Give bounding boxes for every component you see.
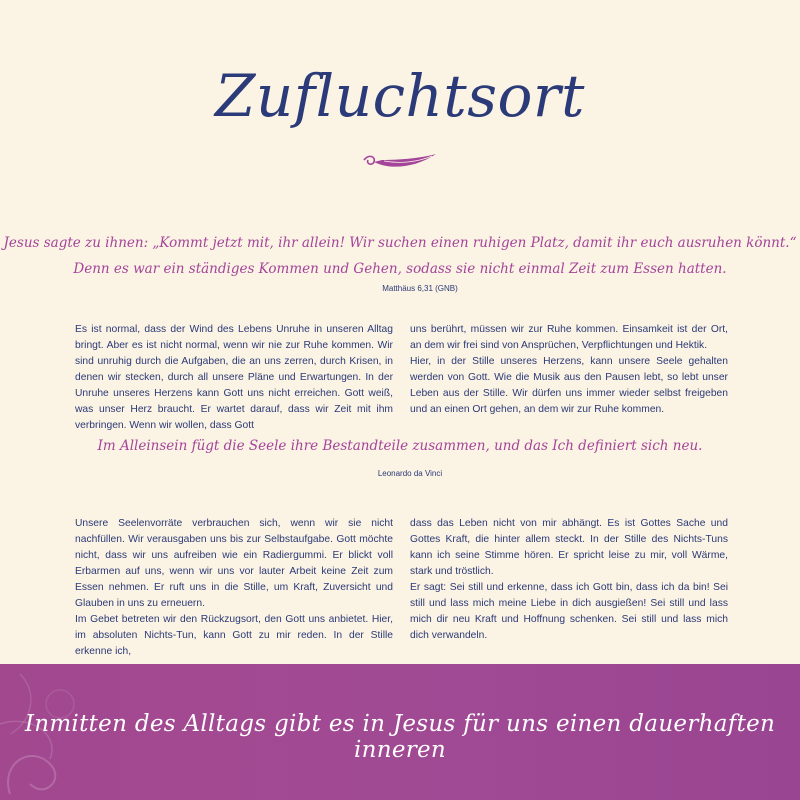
- paragraph: Im Gebet betreten wir den Rückzugsort, den Gott uns anbietet. Hier, im absoluten Nichts-Tun, kann Gott zu mir reden. In der Stille erkenne ich,: [75, 614, 393, 657]
- paragraph: dass das Leben nicht von mir abhängt. Es ist Gottes Sache und Gottes Kraft, die hinter allem steckt. In der Stille des Nichts-Tuns kann ich seine Stimme hören. Er spricht leise zu mir, voll Wärme, stark und tröstlich.: [410, 518, 728, 577]
- davinci-quote: Im Alleinsein fügt die Seele ihre Bestandteile zusammen, und das Ich definiert sich neu.: [97, 438, 703, 454]
- banner-text: Inmitten des Alltags gibt es in Jesus für uns einen dauerhaften inneren: [24, 711, 776, 763]
- section2-left-column: [75, 516, 393, 660]
- paragraph: Unsere Seelenvorräte verbrauchen sich, wenn wir sie nicht nachfüllen. Wir verausgaben uns bis zur Selbstaufgabe. Gott möchte nicht, dass wir uns aufreiben wie ein Radiergummi. Er blickt voll Erbarmen auf uns, wenn wir uns vor lauter Arbeit keine Zeit zum Essen nehmen. Er ruft uns in die Stille, um Kraft, Zuversicht und Glauben in uns zu erneuern.: [75, 518, 393, 609]
- bible-quote: [0, 230, 800, 282]
- page-title: Zufluchtsort: [215, 62, 585, 130]
- feather-ornament-icon: [360, 146, 440, 176]
- davinci-quote-source: Leonardo da Vinci: [377, 469, 443, 478]
- paragraph: uns berührt, müssen wir zur Ruhe kommen. Einsamkeit ist der Ort, an dem wir frei sind von Ansprüchen, Verpflichtungen und Hektik.: [410, 324, 728, 351]
- bible-quote-line-2: Denn es war ein ständiges Kommen und Gehen, sodass sie nicht einmal Zeit zum Essen hatten.: [73, 261, 727, 277]
- paragraph: Er sagt: Sei still und erkenne, dass ich Gott bin, dass ich da bin! Sei still und lass mich meine Liebe in dich ausgießen! Sei still und lass mich dir neu Kraft und Hoffnung schenken. Sei still und lass mich dich verwandeln.: [410, 582, 728, 641]
- bible-quote-line-1: Jesus sagte zu ihnen: „Kommt jetzt mit, ihr allein! Wir suchen einen ruhigen Platz, damit ihr euch ausruhen könnt.“: [3, 235, 797, 251]
- paragraph: Es ist normal, dass der Wind des Lebens Unruhe in unseren Alltag bringt. Aber es ist nicht normal, wenn wir nie zur Ruhe kommen. Wir sind unruhig durch die Aufgaben, die an uns zerren, durch Krisen, in denen wir stecken, durch all unsere Pläne und Erwartungen. In der Unruhe unseres Herzens kann Gott uns nicht erreichen. Gott weiß, was unser Herz braucht. Er wartet darauf, dass wir Zeit mit ihm verbringen. Wenn wir wollen, dass Gott: [75, 324, 393, 431]
- bible-quote-source: Matthäus 6,31 (GNB): [382, 284, 458, 293]
- bottom-banner: [0, 664, 800, 800]
- section2-right-column: [410, 516, 728, 644]
- section1-right-column: [410, 322, 728, 418]
- section1-left-column: [75, 322, 393, 434]
- paragraph: Hier, in der Stille unseres Herzens, kann unsere Seele gehalten werden von Gott. Wie die Musik aus den Pausen lebt, so lebt unser Leben aus der Stille. Wir dürfen uns immer wieder selbst freigeben und an einen Ort gehen, an dem wir zur Ruhe kommen.: [410, 356, 728, 415]
